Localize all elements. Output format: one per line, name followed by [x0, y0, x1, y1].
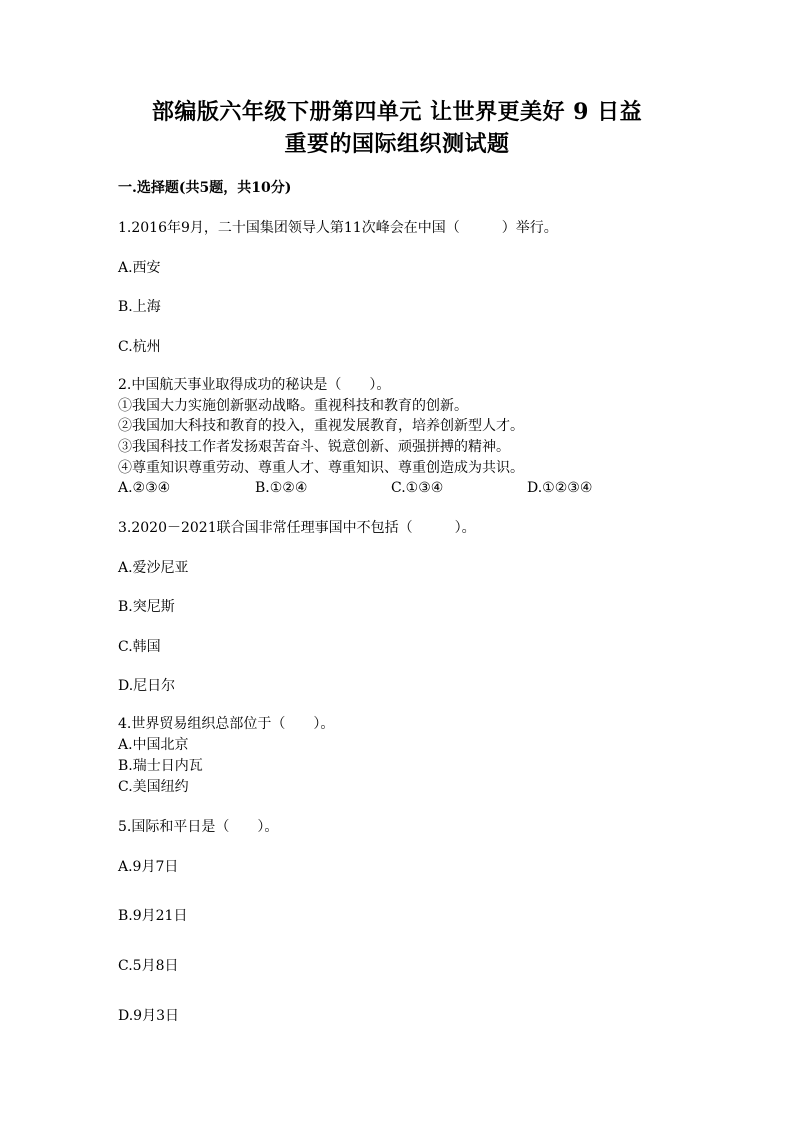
- document-title-line-1: 部编版六年级下册第四单元 让世界更美好 9 日益: [151, 99, 643, 125]
- question-2-statement-4: ④尊重知识尊重劳动、尊重人才、尊重知识、尊重创造成为共识。: [118, 460, 524, 476]
- question-5-stem: 5.国际和平日是（ ）。: [118, 819, 279, 835]
- question-3-option-c: C.韩国: [118, 639, 161, 655]
- question-5-option-c: C.5月8日: [118, 958, 179, 974]
- question-4-stem: 4.世界贸易组织总部位于（ ）。: [118, 716, 335, 732]
- question-3-option-b: B.突尼斯: [118, 599, 175, 615]
- question-1-option-a: A.西安: [118, 260, 161, 276]
- question-1-option-b: B.上海: [118, 299, 161, 315]
- question-1-option-c: C.杭州: [118, 339, 161, 355]
- question-4-option-a: A.中国北京: [118, 737, 189, 753]
- question-5-option-a: A.9月7日: [118, 859, 179, 875]
- question-2-statement-1: ①我国大力实施创新驱动战略。重视科技和教育的创新。: [118, 398, 468, 414]
- section-heading: 一.选择题(共5题，共10分): [118, 180, 292, 196]
- question-2-statement-2: ②我国加大科技和教育的投入，重视发展教育，培养创新型人才。: [118, 418, 524, 434]
- question-2-option-b: B.①②④: [255, 480, 308, 496]
- question-2-stem: 2.中国航天事业取得成功的秘诀是（ ）。: [118, 377, 391, 393]
- document-title-line-2: 重要的国际组织测试题: [284, 131, 510, 157]
- question-2-option-c: C.①③④: [391, 480, 444, 496]
- question-3-option-d: D.尼日尔: [118, 678, 176, 694]
- question-2-option-a: A.②③④: [118, 480, 171, 496]
- question-3-stem: 3.2020－2021联合国非常任理事国中不包括（ ）。: [118, 520, 476, 536]
- question-5-option-d: D.9月3日: [118, 1008, 179, 1024]
- question-4-option-b: B.瑞士日内瓦: [118, 758, 203, 774]
- question-4-option-c: C.美国纽约: [118, 779, 189, 795]
- question-2-options-row: [118, 478, 718, 498]
- question-5-option-b: B.9月21日: [118, 908, 188, 924]
- question-2-statement-3: ③我国科技工作者发扬艰苦奋斗、锐意创新、顽强拼搏的精神。: [118, 439, 510, 455]
- question-1-stem: 1.2016年9月，二十国集团领导人第11次峰会在中国（ ）举行。: [118, 220, 558, 236]
- question-2-option-d: D.①②③④: [527, 480, 593, 496]
- question-3-option-a: A.爱沙尼亚: [118, 560, 189, 576]
